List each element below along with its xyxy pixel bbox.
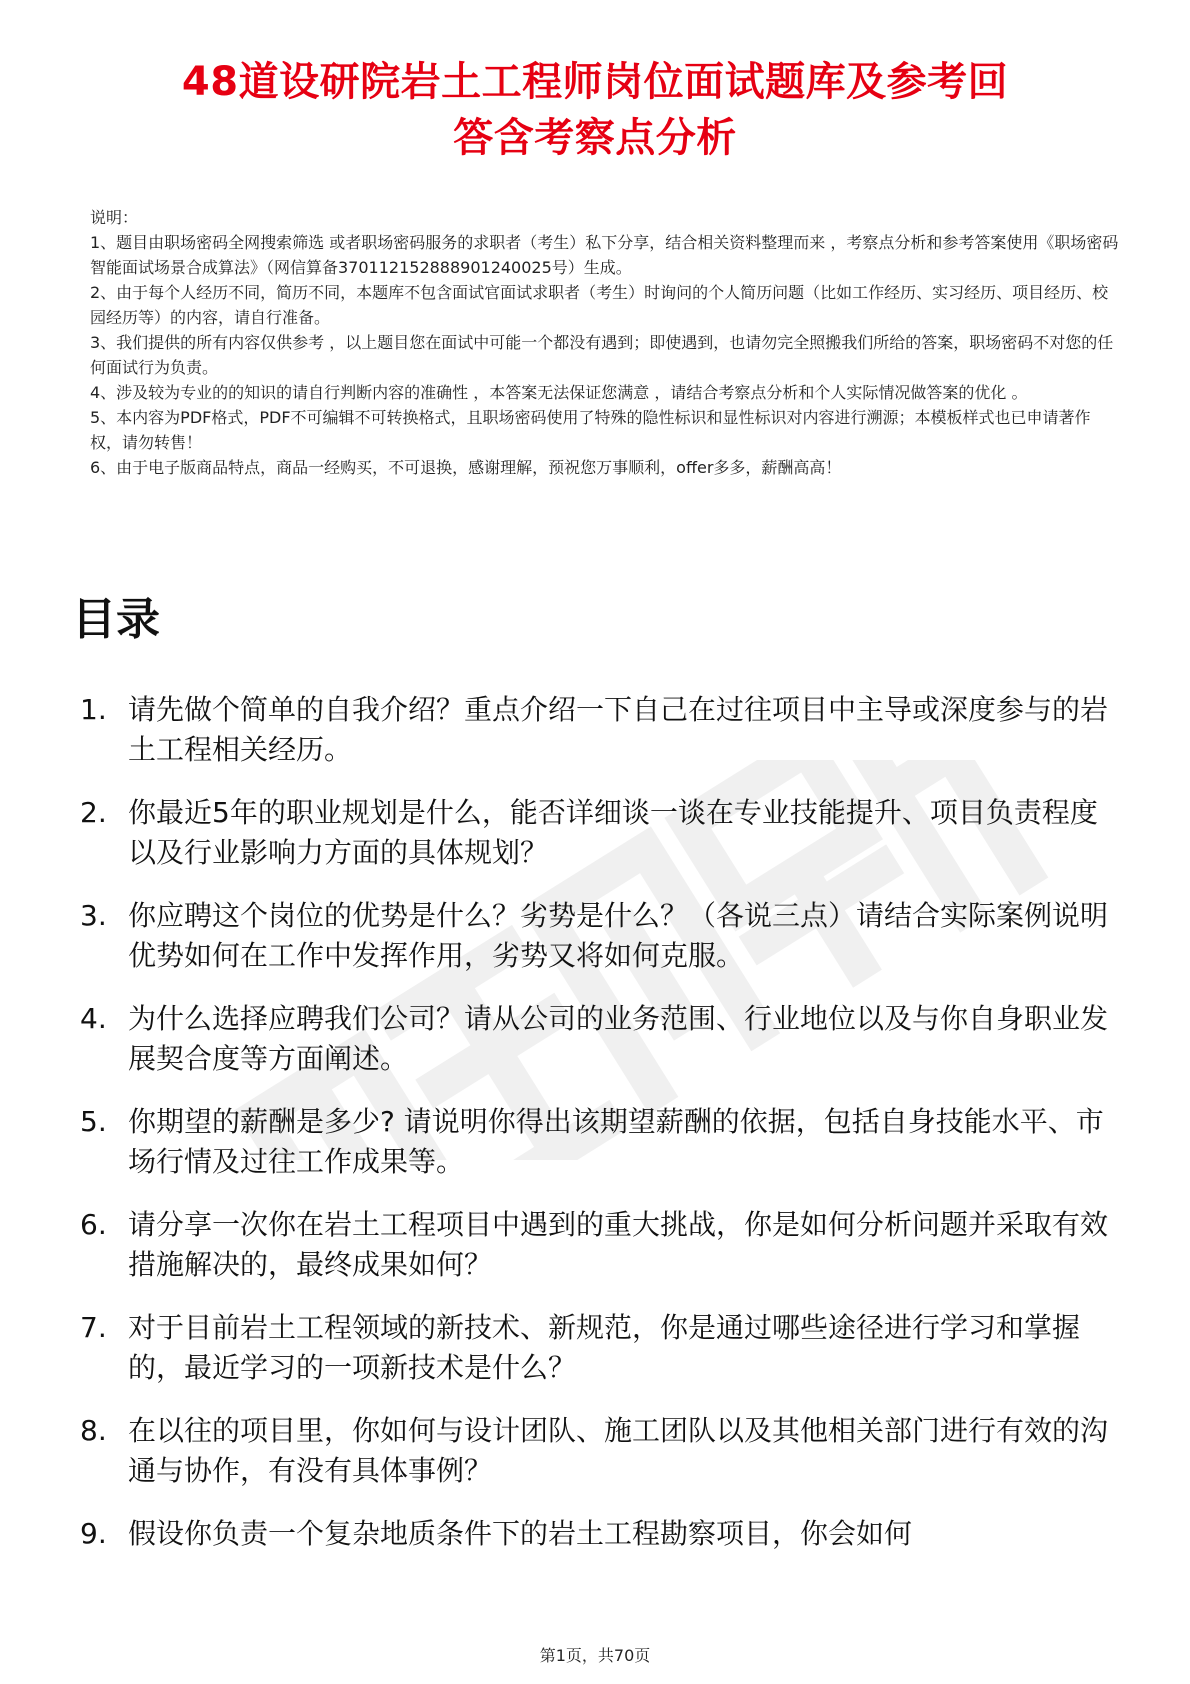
note-item: 2、由于每个人经历不同，简历不同，本题库不包含面试官面试求职者（考生）时询问的个人简历问题（比如工作经历、实习经历、项目经历、校园经历等）的内容，请自行准备。 [90,283,1109,327]
document-title-line-2: 答含考察点分析 [453,115,737,161]
toc-item-number: 2. [80,796,107,829]
toc-item-text: 你应聘这个岗位的优势是什么？劣势是什么？（各说三点）请结合实际案例说明优势如何在工作中发挥作用，劣势又将如何克服。 [128,899,1109,972]
note-item: 5、本内容为PDF格式，PDF不可编辑不可转换格式，且职场密码使用了特殊的隐性标识和显性标识对内容进行溯源；本模板样式也已申请著作权，请勿转售！ [90,408,1091,452]
toc-item[interactable] [80,896,1120,976]
toc-item-number: 3. [80,899,107,932]
toc-item-text: 为什么选择应聘我们公司？请从公司的业务范围、行业地位以及与你自身职业发展契合度等方面阐述。 [128,1002,1109,1075]
document-title [60,54,1130,166]
toc-item[interactable] [80,1308,1120,1388]
toc-item-text: 假设你负责一个复杂地质条件下的岩土工程勘察项目，你会如何 [128,1517,913,1550]
toc-item-number: 4. [80,1002,107,1035]
document-title-line-1: 48道设研院岩土工程师岗位面试题库及参考回 [181,59,1009,105]
toc-item[interactable] [80,1205,1120,1285]
toc-item-text: 在以往的项目里，你如何与设计团队、施工团队以及其他相关部门进行有效的沟通与协作，有没有具体事例？ [128,1414,1109,1487]
toc-item[interactable] [80,999,1120,1079]
toc-item-number: 6. [80,1208,107,1241]
toc-item-text: 你期望的薪酬是多少? 请说明你得出该期望薪酬的依据，包括自身技能水平、市场行情及过往工作成果等。 [128,1105,1104,1178]
notes-heading: 说明： [90,208,139,227]
toc-item-text: 你最近5年的职业规划是什么，能否详细谈一谈在专业技能提升、项目负责程度以及行业影响力方面的具体规划？ [128,796,1098,869]
toc-item-number: 8. [80,1414,107,1447]
page-footer: 第1页，共70页 [539,1646,651,1665]
toc-item-number: 5. [80,1105,107,1138]
toc-item-number: 9. [80,1517,107,1550]
toc-item-number: 7. [80,1311,107,1344]
toc-item-text: 请分享一次你在岩土工程项目中遇到的重大挑战，你是如何分析问题并采取有效措施解决的，最终成果如何？ [128,1208,1109,1281]
toc-item-text: 请先做个简单的自我介绍？重点介绍一下自己在过往项目中主导或深度参与的岩土工程相关经历。 [128,693,1109,766]
note-item: 6、由于电子版商品特点，商品一经购买，不可退换，感谢理解，预祝您万事顺利，offer多多，薪酬高高！ [90,458,842,477]
toc-list [80,690,1120,1577]
note-item: 1、题目由职场密码全网搜索筛选 或者职场密码服务的求职者（考生）私下分享，结合相关资料整理而来 ，考察点分析和参考答案使用《职场密码智能面试场景合成算法》（网信算备370112152888901240025号）生成。 [90,233,1119,277]
note-item: 4、涉及较为专业的的知识的请自行判断内容的准确性 ，本答案无法保证您满意 ，请结合考察点分析和个人实际情况做答案的优化 。 [90,383,1028,402]
note-item: 3、我们提供的所有内容仅供参考 ，以上题目您在面试中可能一个都没有遇到；即使遇到，也请勿完全照搬我们所给的答案，职场密码不对您的任何面试行为负责。 [90,333,1114,377]
toc-item[interactable] [80,1102,1120,1182]
toc-item-text: 对于目前岩土工程领域的新技术、新规范，你是通过哪些途径进行学习和掌握的，最近学习的一项新技术是什么？ [128,1311,1081,1384]
toc-heading: 目录 [72,594,160,645]
toc-item[interactable] [80,1514,1120,1554]
toc-item-number: 1. [80,693,107,726]
toc-item[interactable] [80,793,1120,873]
toc-item[interactable] [80,1411,1120,1491]
notes-section [90,205,1120,480]
toc-item[interactable] [80,690,1120,770]
